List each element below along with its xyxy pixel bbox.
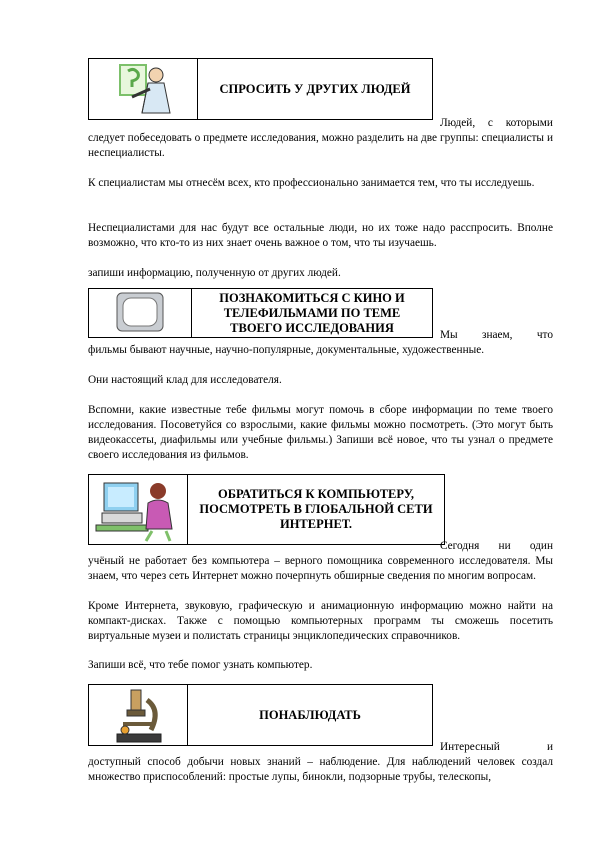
banner-title: ПОНАБЛЮДАТЬ — [259, 707, 361, 722]
banner-computer — [88, 474, 445, 545]
paragraph: Вспомни, какие известные тебе фильмы могут помочь в сборе информации по теме твоего исследования. Посоветуйся со взрослыми, какие фильмы можно посмотреть. (Это могут быть видеокассеты, диафильмы или учебные фильмы.) Запиши всё новое, что ты узнал о предмете своего исследования из фильмов. — [88, 404, 553, 461]
banner-ask-people — [88, 58, 433, 120]
banner-observe — [88, 684, 433, 746]
paragraph: Запиши всё, что тебе помог узнать компьютер. — [88, 659, 313, 671]
paragraph: фильмы бывают научные, научно-популярные, документальные, художественные. — [88, 344, 485, 356]
lead-word: которыми — [505, 117, 553, 129]
lead-word: ни — [498, 540, 511, 552]
paragraph: следует побеседовать о предмете исследования, можно разделить на две группы: специалисты и неспециалисты. — [88, 132, 553, 159]
paragraph: доступный способ добычи новых знаний – наблюдение. Для наблюдений человек создал множество приспособлений: простые лупы, бинокли, подзорные трубы, телескопы, — [88, 756, 553, 783]
lead-text — [440, 116, 553, 131]
lead-text — [440, 328, 553, 343]
microscope-icon — [89, 685, 188, 745]
paragraph: запиши информацию, полученную от других людей. — [88, 267, 341, 279]
banner-title: СПРОСИТЬ У ДРУГИХ ЛЮДЕЙ — [219, 81, 411, 96]
lead-word: один — [529, 540, 553, 552]
lead-text — [440, 740, 553, 755]
lead-word: что — [536, 329, 553, 341]
paragraph: Кроме Интернета, звуковую, графическую и анимационную информацию можно найти на компакт-дисках. Также с помощью компьютерных программ ты сможешь посетить виртуальные музеи и полистать страницы энциклопедических справочников. — [88, 600, 553, 642]
lead-word: Интересный — [440, 741, 500, 753]
paragraph: Неспециалистами для нас будут все остальные люди, но их тоже надо расспросить. Вполне возможно, что кто-то из них знает очень важное о том, что ты изучаешь. — [88, 222, 553, 249]
paragraph: К специалистам мы отнесём всех, кто профессионально занимается тем, что ты исследуешь. — [88, 177, 535, 189]
lead-word: и — [546, 741, 553, 753]
tv-icon — [89, 289, 192, 337]
lecturer-icon — [89, 59, 198, 119]
lead-text — [440, 539, 553, 554]
computer-user-icon — [89, 475, 188, 544]
paragraph: учёный не работает без компьютера – верного помощника современного исследователя. Мы знаем, что через сеть Интернет можно почерпнуть обширные сведения по многим вопросам. — [88, 555, 553, 582]
lead-word: знаем, — [482, 329, 513, 341]
banner-title: ОБРАТИТЬСЯ К КОМПЬЮТЕРУ, ПОСМОТРЕТЬ В ГЛОБАЛЬНОЙ СЕТИ ИНТЕРНЕТ. — [199, 487, 433, 531]
lead-word: Сегодня — [440, 540, 480, 552]
banner-title: ПОЗНАКОМИТЬСЯ С КИНО И ТЕЛЕФИЛЬМАМИ ПО ТЕМЕ ТВОЕГО ИССЛЕДОВАНИЯ — [219, 290, 405, 335]
paragraph: Они настоящий клад для исследователя. — [88, 374, 282, 386]
lead-word: Мы — [440, 329, 458, 341]
lead-word: с — [487, 117, 493, 129]
banner-films — [88, 288, 433, 338]
lead-word: Людей, — [440, 117, 476, 129]
